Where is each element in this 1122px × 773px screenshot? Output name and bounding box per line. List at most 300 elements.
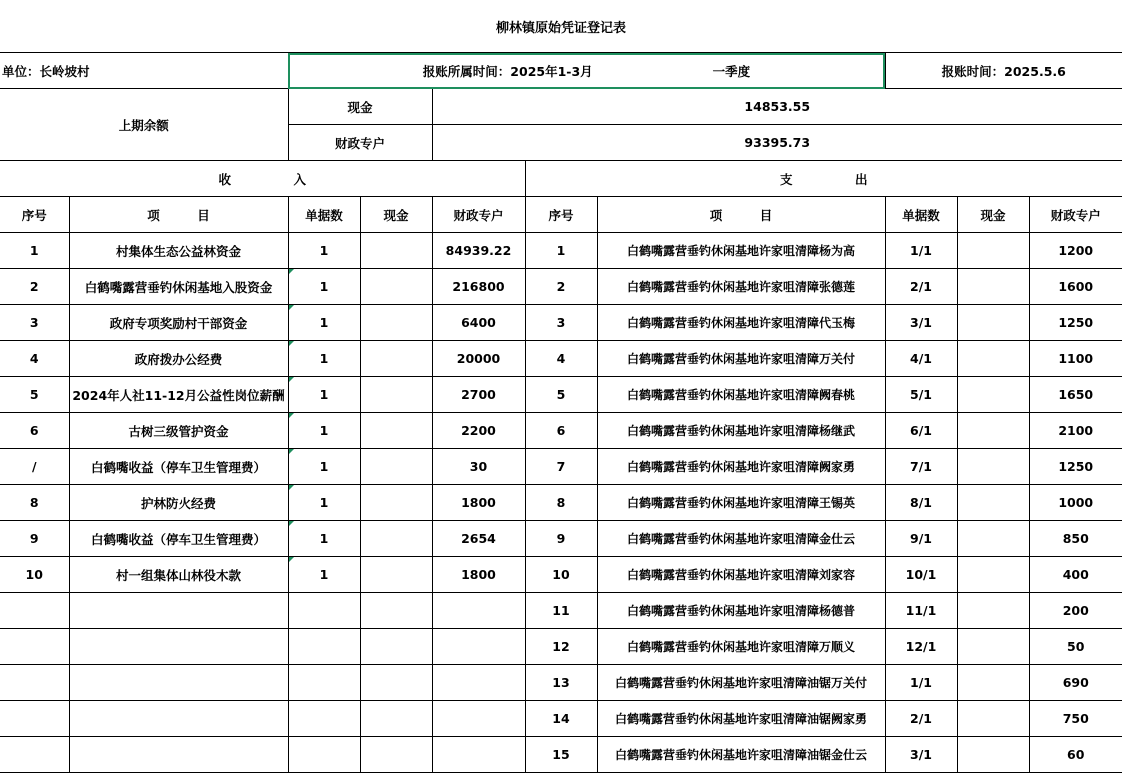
expense-item-cell[interactable] — [597, 665, 885, 701]
balance-cash-label: 现金 — [347, 99, 373, 115]
expense-cash-cell[interactable] — [957, 737, 1029, 773]
expense-docs-value: 4/1 — [910, 351, 932, 366]
expense-cash-cell[interactable] — [957, 557, 1029, 593]
expense-item-value: 白鹤嘴露营垂钓休闲基地许家咀清障刘家容 — [626, 568, 855, 582]
expense-item-value: 白鹤嘴露营垂钓休闲基地许家咀清障万关付 — [626, 352, 855, 366]
col-header-text: 项 目 — [709, 207, 773, 223]
cell-indicator-icon — [289, 521, 294, 526]
expense-seq-cell[interactable] — [525, 233, 597, 269]
expense-item-cell[interactable] — [597, 557, 885, 593]
expense-fiscal-value: 1250 — [1058, 459, 1094, 474]
expense-docs-value: 12/1 — [905, 639, 937, 654]
income-docs-cell[interactable] — [288, 377, 360, 413]
table-row — [0, 485, 1122, 521]
cell-indicator-icon — [289, 377, 294, 382]
income-fiscal-cell[interactable] — [432, 413, 525, 449]
expense-docs-cell[interactable] — [885, 485, 957, 521]
income-cash-cell[interactable] — [360, 629, 432, 665]
income-docs-value: 1 — [319, 351, 329, 366]
expense-item-value: 白鹤嘴露营垂钓休闲基地许家咀清障王锡英 — [626, 496, 855, 510]
balance-label-cell[interactable] — [0, 89, 288, 161]
income-seq-cell[interactable] — [0, 521, 69, 557]
income-seq-cell[interactable] — [0, 701, 69, 737]
balance-cash-value-cell[interactable] — [432, 89, 1122, 125]
income-seq-value: 1 — [29, 243, 39, 258]
income-seq-value: 3 — [29, 315, 39, 330]
expense-item-cell[interactable] — [597, 413, 885, 449]
income-item-value: 2024年人社11-12月公益性岗位薪酬 — [72, 387, 285, 403]
header-row — [0, 53, 1122, 89]
income-docs-cell[interactable] — [288, 233, 360, 269]
expense-fiscal-value: 1200 — [1058, 243, 1094, 258]
report-time-cell[interactable] — [885, 53, 1122, 89]
expense-seq-cell[interactable] — [525, 377, 597, 413]
income-item-value: 白鹤嘴露营垂钓休闲基地入股资金 — [84, 279, 273, 295]
income-item-cell[interactable] — [69, 341, 288, 377]
income-item-cell[interactable] — [69, 269, 288, 305]
expense-fiscal-cell[interactable] — [1029, 269, 1122, 305]
expense-cash-cell[interactable] — [957, 629, 1029, 665]
expense-item-value: 白鹤嘴露营垂钓休闲基地许家咀清障金仕云 — [626, 532, 855, 546]
expense-item-value: 白鹤嘴露营垂钓休闲基地许家咀清障代玉梅 — [626, 316, 855, 330]
col-header-expense-docs[interactable] — [885, 197, 957, 233]
income-fiscal-value: 84939.22 — [445, 243, 512, 258]
income-fiscal-cell[interactable] — [432, 665, 525, 701]
income-item-cell[interactable] — [69, 629, 288, 665]
income-docs-cell[interactable] — [288, 269, 360, 305]
expense-seq-value: 3 — [556, 315, 566, 330]
table-row — [0, 557, 1122, 593]
column-header-row — [0, 197, 1122, 233]
balance-cash-row — [0, 89, 1122, 125]
col-header-text: 单据数 — [902, 207, 940, 223]
income-fiscal-cell[interactable] — [432, 701, 525, 737]
expense-item-cell[interactable] — [597, 593, 885, 629]
income-fiscal-value: 1800 — [461, 567, 496, 582]
table-row — [0, 665, 1122, 701]
income-docs-value: 1 — [319, 531, 329, 546]
expense-fiscal-cell[interactable] — [1029, 377, 1122, 413]
expense-seq-cell[interactable] — [525, 269, 597, 305]
cell-indicator-icon — [289, 449, 294, 454]
expense-docs-cell[interactable] — [885, 521, 957, 557]
income-item-cell[interactable] — [69, 701, 288, 737]
expense-fiscal-cell[interactable] — [1029, 413, 1122, 449]
expense-cash-cell[interactable] — [957, 701, 1029, 737]
income-cash-cell[interactable] — [360, 305, 432, 341]
income-seq-cell[interactable] — [0, 557, 69, 593]
col-header-text: 序号 — [548, 207, 574, 223]
expense-docs-value: 1/1 — [910, 675, 932, 690]
income-cash-cell[interactable] — [360, 665, 432, 701]
expense-fiscal-cell[interactable] — [1029, 233, 1122, 269]
expense-fiscal-value: 750 — [1062, 711, 1089, 726]
income-cash-cell[interactable] — [360, 341, 432, 377]
balance-fiscal-value-cell[interactable] — [432, 125, 1122, 161]
period-label: 报账所属时间：2025年1-3月 — [422, 63, 593, 79]
expense-item-cell[interactable] — [597, 449, 885, 485]
expense-seq-value: 13 — [552, 675, 570, 690]
income-cash-cell[interactable] — [360, 233, 432, 269]
expense-docs-value: 3/1 — [910, 747, 932, 762]
income-item-value: 白鹤嘴收益（停车卫生管理费） — [90, 459, 266, 475]
expense-seq-value: 7 — [556, 459, 566, 474]
expense-item-cell[interactable] — [597, 629, 885, 665]
expense-seq-value: 11 — [552, 603, 570, 618]
expense-fiscal-cell[interactable] — [1029, 521, 1122, 557]
expense-seq-value: 4 — [556, 351, 566, 366]
expense-item-cell[interactable] — [597, 701, 885, 737]
expense-seq-value: 5 — [556, 387, 566, 402]
col-header-text: 单据数 — [305, 207, 343, 223]
expense-cash-cell[interactable] — [957, 665, 1029, 701]
income-item-value: 护林防火经费 — [140, 495, 216, 511]
income-item-cell[interactable] — [69, 305, 288, 341]
income-cash-cell[interactable] — [360, 413, 432, 449]
income-seq-cell[interactable] — [0, 737, 69, 773]
cell-indicator-icon — [289, 341, 294, 346]
expense-fiscal-value: 200 — [1062, 603, 1089, 618]
expense-docs-value: 2/1 — [910, 279, 932, 294]
table-row — [0, 449, 1122, 485]
col-header-text: 序号 — [21, 207, 47, 223]
expense-seq-cell[interactable] — [525, 593, 597, 629]
col-header-text: 现金 — [980, 207, 1006, 223]
expense-docs-value: 1/1 — [910, 243, 932, 258]
expense-docs-cell[interactable] — [885, 305, 957, 341]
expense-fiscal-cell[interactable] — [1029, 485, 1122, 521]
expense-fiscal-cell[interactable] — [1029, 629, 1122, 665]
expense-fiscal-value: 60 — [1067, 747, 1085, 762]
expense-fiscal-value: 400 — [1062, 567, 1089, 582]
expense-fiscal-cell[interactable] — [1029, 305, 1122, 341]
expense-docs-value: 8/1 — [910, 495, 932, 510]
income-seq-cell[interactable] — [0, 269, 69, 305]
income-item-cell[interactable] — [69, 557, 288, 593]
income-cash-cell[interactable] — [360, 701, 432, 737]
expense-seq-cell[interactable] — [525, 449, 597, 485]
cell-indicator-icon — [289, 485, 294, 490]
expense-item-cell[interactable] — [597, 485, 885, 521]
expense-fiscal-value: 1650 — [1058, 387, 1094, 402]
expense-seq-value: 15 — [552, 747, 570, 762]
income-fiscal-cell[interactable] — [432, 269, 525, 305]
col-header-income-item[interactable] — [69, 197, 288, 233]
income-docs-value: 1 — [319, 459, 329, 474]
expense-seq-value: 12 — [552, 639, 570, 654]
expense-fiscal-cell[interactable] — [1029, 449, 1122, 485]
expense-fiscal-cell[interactable] — [1029, 593, 1122, 629]
income-item-value: 政府专项奖励村干部资金 — [109, 315, 248, 331]
expense-fiscal-cell[interactable] — [1029, 665, 1122, 701]
income-docs-cell[interactable] — [288, 485, 360, 521]
income-seq-value: 9 — [29, 531, 39, 546]
expense-item-value: 白鹤嘴露营垂钓休闲基地许家咀清障阙春桃 — [626, 388, 855, 402]
cell-indicator-icon — [289, 413, 294, 418]
expense-cash-cell[interactable] — [957, 305, 1029, 341]
expense-seq-cell[interactable] — [525, 665, 597, 701]
expense-item-cell[interactable] — [597, 737, 885, 773]
col-header-income-docs[interactable] — [288, 197, 360, 233]
income-fiscal-value: 2700 — [461, 387, 496, 402]
income-cash-cell[interactable] — [360, 557, 432, 593]
income-cash-cell[interactable] — [360, 377, 432, 413]
unit-cell[interactable] — [0, 53, 288, 89]
income-item-cell[interactable] — [69, 737, 288, 773]
income-fiscal-value: 2654 — [461, 531, 496, 546]
income-fiscal-cell[interactable] — [432, 449, 525, 485]
expense-seq-cell[interactable] — [525, 413, 597, 449]
income-item-cell[interactable] — [69, 413, 288, 449]
balance-cash-label-cell[interactable] — [288, 89, 432, 125]
income-seq-cell[interactable] — [0, 665, 69, 701]
income-docs-cell[interactable] — [288, 521, 360, 557]
income-docs-value: 1 — [319, 567, 329, 582]
expense-fiscal-value: 1100 — [1058, 351, 1094, 366]
income-docs-value: 1 — [319, 279, 329, 294]
expense-cash-cell[interactable] — [957, 377, 1029, 413]
income-seq-cell[interactable] — [0, 377, 69, 413]
income-seq-cell[interactable] — [0, 413, 69, 449]
cell-indicator-icon — [289, 557, 294, 562]
income-docs-cell[interactable] — [288, 449, 360, 485]
table-row — [0, 593, 1122, 629]
expense-item-cell[interactable] — [597, 341, 885, 377]
expense-seq-cell[interactable] — [525, 305, 597, 341]
expense-item-cell[interactable] — [597, 377, 885, 413]
cell-indicator-icon — [289, 305, 294, 310]
income-cash-cell[interactable] — [360, 485, 432, 521]
expense-seq-value: 2 — [556, 279, 566, 294]
income-fiscal-cell[interactable] — [432, 305, 525, 341]
expense-cash-cell[interactable] — [957, 485, 1029, 521]
expense-item-value: 白鹤嘴露营垂钓休闲基地许家咀清障万顺义 — [626, 640, 855, 654]
data-rows — [0, 233, 1122, 773]
expense-docs-cell[interactable] — [885, 593, 957, 629]
income-item-cell[interactable] — [69, 593, 288, 629]
income-seq-cell[interactable] — [0, 485, 69, 521]
table-row — [0, 305, 1122, 341]
expense-cash-cell[interactable] — [957, 449, 1029, 485]
col-header-expense-fiscal[interactable] — [1029, 197, 1122, 233]
table-row — [0, 629, 1122, 665]
income-fiscal-cell[interactable] — [432, 341, 525, 377]
expense-item-value: 白鹤嘴露营垂钓休闲基地许家咀清障油锯金仕云 — [614, 748, 867, 762]
income-docs-cell[interactable] — [288, 737, 360, 773]
income-fiscal-value: 20000 — [456, 351, 501, 366]
expense-docs-cell[interactable] — [885, 269, 957, 305]
expense-fiscal-cell[interactable] — [1029, 557, 1122, 593]
expense-docs-cell[interactable] — [885, 629, 957, 665]
income-cash-cell[interactable] — [360, 449, 432, 485]
income-docs-cell[interactable] — [288, 593, 360, 629]
income-item-value: 古树三级管护资金 — [128, 423, 229, 439]
income-docs-value: 1 — [319, 495, 329, 510]
income-seq-cell[interactable] — [0, 593, 69, 629]
income-docs-cell[interactable] — [288, 665, 360, 701]
expense-item-value: 白鹤嘴露营垂钓休闲基地许家咀清障杨继武 — [626, 424, 855, 438]
expense-seq-cell[interactable] — [525, 557, 597, 593]
col-header-expense-cash[interactable] — [957, 197, 1029, 233]
expense-cash-cell[interactable] — [957, 413, 1029, 449]
expense-docs-cell[interactable] — [885, 233, 957, 269]
income-seq-cell[interactable] — [0, 233, 69, 269]
expense-cash-cell[interactable] — [957, 341, 1029, 377]
income-section-cell[interactable] — [0, 161, 525, 197]
income-fiscal-cell[interactable] — [432, 737, 525, 773]
income-docs-cell[interactable] — [288, 557, 360, 593]
income-fiscal-cell[interactable] — [432, 593, 525, 629]
expense-docs-cell[interactable] — [885, 449, 957, 485]
expense-seq-value: 1 — [556, 243, 566, 258]
income-seq-value: 6 — [29, 423, 39, 438]
income-docs-cell[interactable] — [288, 341, 360, 377]
col-header-income-cash[interactable] — [360, 197, 432, 233]
balance-fiscal-value: 93395.73 — [744, 135, 811, 150]
balance-fiscal-label: 财政专户 — [334, 135, 385, 151]
section-row — [0, 161, 1122, 197]
income-seq-value: 10 — [25, 567, 43, 582]
income-seq-value: 4 — [29, 351, 39, 366]
expense-seq-value: 9 — [556, 531, 566, 546]
income-item-cell[interactable] — [69, 377, 288, 413]
expense-seq-cell[interactable] — [525, 521, 597, 557]
expense-cash-cell[interactable] — [957, 233, 1029, 269]
expense-item-cell[interactable] — [597, 269, 885, 305]
expense-fiscal-value: 850 — [1062, 531, 1089, 546]
expense-docs-cell[interactable] — [885, 557, 957, 593]
income-docs-cell[interactable] — [288, 701, 360, 737]
balance-fiscal-label-cell[interactable] — [288, 125, 432, 161]
income-docs-cell[interactable] — [288, 305, 360, 341]
col-header-income-seq[interactable] — [0, 197, 69, 233]
income-seq-cell[interactable] — [0, 629, 69, 665]
income-cash-cell[interactable] — [360, 593, 432, 629]
expense-item-value: 白鹤嘴露营垂钓休闲基地许家咀清障油锯万关付 — [614, 676, 867, 690]
expense-fiscal-value: 1250 — [1058, 315, 1094, 330]
income-item-cell[interactable] — [69, 665, 288, 701]
expense-docs-cell[interactable] — [885, 737, 957, 773]
income-docs-cell[interactable] — [288, 413, 360, 449]
expense-fiscal-value: 2100 — [1058, 423, 1094, 438]
expense-seq-value: 14 — [552, 711, 570, 726]
expense-section-cell[interactable] — [525, 161, 1122, 197]
expense-docs-cell[interactable] — [885, 377, 957, 413]
cell-indicator-icon — [289, 269, 294, 274]
income-seq-value: 5 — [29, 387, 39, 402]
expense-cash-cell[interactable] — [957, 521, 1029, 557]
col-header-expense-seq[interactable] — [525, 197, 597, 233]
expense-seq-cell[interactable] — [525, 485, 597, 521]
income-docs-value: 1 — [319, 243, 329, 258]
table-row — [0, 521, 1122, 557]
income-cash-cell[interactable] — [360, 269, 432, 305]
income-fiscal-cell[interactable] — [432, 233, 525, 269]
period-cell[interactable] — [288, 53, 885, 89]
income-fiscal-cell[interactable] — [432, 629, 525, 665]
expense-seq-cell[interactable] — [525, 629, 597, 665]
expense-seq-cell[interactable] — [525, 341, 597, 377]
table-row — [0, 341, 1122, 377]
expense-docs-value: 10/1 — [905, 567, 937, 582]
table-row — [0, 269, 1122, 305]
col-header-expense-item[interactable] — [597, 197, 885, 233]
expense-item-cell[interactable] — [597, 521, 885, 557]
income-fiscal-value: 1800 — [461, 495, 496, 510]
table-row — [0, 377, 1122, 413]
expense-cash-cell[interactable] — [957, 593, 1029, 629]
expense-docs-value: 9/1 — [910, 531, 932, 546]
expense-section-label: 支 出 — [779, 171, 868, 187]
income-fiscal-value: 2200 — [461, 423, 496, 438]
income-docs-cell[interactable] — [288, 629, 360, 665]
expense-item-cell[interactable] — [597, 233, 885, 269]
expense-docs-value: 2/1 — [910, 711, 932, 726]
sheet-title: 柳林镇原始凭证登记表 — [0, 0, 1122, 53]
income-docs-value: 1 — [319, 387, 329, 402]
col-header-income-fiscal[interactable] — [432, 197, 525, 233]
income-item-value: 白鹤嘴收益（停车卫生管理费） — [90, 531, 266, 547]
income-fiscal-value: 6400 — [461, 315, 496, 330]
table-row — [0, 233, 1122, 269]
income-fiscal-cell[interactable] — [432, 521, 525, 557]
income-seq-value: 8 — [29, 495, 39, 510]
fill-handle[interactable] — [883, 86, 886, 89]
income-item-cell[interactable] — [69, 521, 288, 557]
table-row — [0, 413, 1122, 449]
unit-label: 单位：长岭坡村 — [2, 63, 90, 79]
expense-item-cell[interactable] — [597, 305, 885, 341]
expense-docs-cell[interactable] — [885, 701, 957, 737]
income-cash-cell[interactable] — [360, 737, 432, 773]
income-seq-cell[interactable] — [0, 305, 69, 341]
expense-fiscal-cell[interactable] — [1029, 701, 1122, 737]
income-fiscal-value: 216800 — [452, 279, 505, 294]
income-fiscal-cell[interactable] — [432, 557, 525, 593]
expense-fiscal-value: 50 — [1067, 639, 1085, 654]
income-item-cell[interactable] — [69, 485, 288, 521]
expense-seq-value: 8 — [556, 495, 566, 510]
expense-fiscal-cell[interactable] — [1029, 737, 1122, 773]
expense-docs-value: 6/1 — [910, 423, 932, 438]
col-header-text: 现金 — [383, 207, 409, 223]
quarter-label: 一季度 — [712, 63, 751, 79]
expense-seq-cell[interactable] — [525, 737, 597, 773]
report-time-label: 报账时间：2025.5.6 — [941, 63, 1066, 79]
expense-fiscal-value: 1000 — [1058, 495, 1094, 510]
income-fiscal-cell[interactable] — [432, 377, 525, 413]
expense-item-value: 白鹤嘴露营垂钓休闲基地许家咀清障阙家勇 — [626, 460, 855, 474]
income-fiscal-cell[interactable] — [432, 485, 525, 521]
expense-seq-value: 6 — [556, 423, 566, 438]
income-seq-cell[interactable] — [0, 341, 69, 377]
expense-item-value: 白鹤嘴露营垂钓休闲基地许家咀清障张德莲 — [626, 280, 855, 294]
expense-fiscal-value: 1600 — [1058, 279, 1094, 294]
income-item-value: 政府拨办公经费 — [134, 351, 223, 367]
expense-seq-cell[interactable] — [525, 701, 597, 737]
income-item-value: 村集体生态公益林资金 — [115, 243, 241, 259]
income-item-cell[interactable] — [69, 449, 288, 485]
expense-docs-cell[interactable] — [885, 665, 957, 701]
expense-docs-value: 7/1 — [910, 459, 932, 474]
income-seq-cell[interactable] — [0, 449, 69, 485]
expense-docs-cell[interactable] — [885, 341, 957, 377]
income-item-cell[interactable] — [69, 233, 288, 269]
expense-cash-cell[interactable] — [957, 269, 1029, 305]
income-cash-cell[interactable] — [360, 521, 432, 557]
expense-fiscal-cell[interactable] — [1029, 341, 1122, 377]
expense-docs-cell[interactable] — [885, 413, 957, 449]
